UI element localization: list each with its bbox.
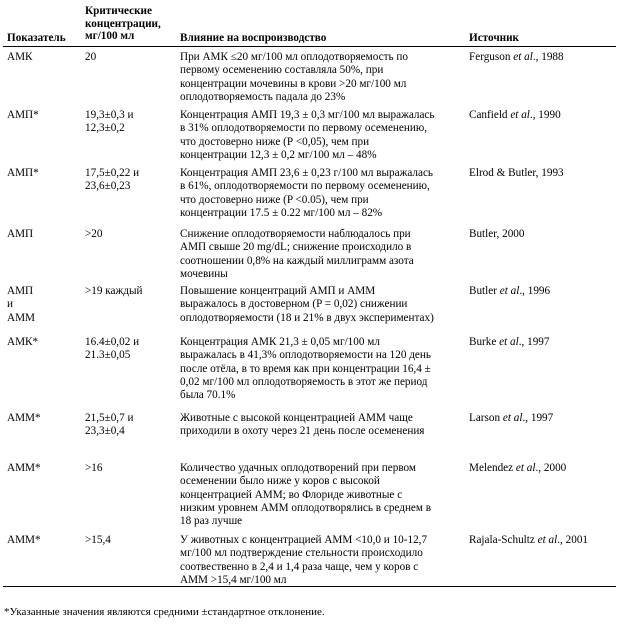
effect-cell-line: мочевины [180, 267, 228, 280]
table-header [3, 0, 616, 47]
indicator-cell-line: АММ* [7, 534, 41, 546]
effect-cell [180, 534, 464, 587]
indicator-cell [7, 109, 79, 122]
effect-cell-line: первому осеменению составляла 50%, при [180, 64, 384, 77]
effect-cell [180, 285, 464, 325]
effect-cell-line: Концентрация АМП 23,6 ± 0,23 г/100 мл выражалась [180, 167, 434, 179]
source-cell [469, 109, 615, 122]
header-concentration-line: мг/100 мл [85, 30, 135, 42]
footnote: *Указанные значения являются средними ±стандартное отклонение. [4, 606, 325, 618]
indicator-cell-line: АМП* [7, 167, 39, 179]
effect-cell-line: Количество удачных оплодотворений при первом [180, 462, 417, 474]
source-author: Melendez [469, 462, 516, 474]
concentration-cell-line: 16.4±0,02 и [85, 336, 140, 348]
indicator-cell [7, 412, 79, 425]
header-source: Источник [469, 32, 519, 44]
source-etal: et al [499, 336, 519, 348]
header-indicator: Показатель [7, 32, 66, 44]
concentration-cell [85, 228, 177, 241]
source-author: Canfield [469, 109, 511, 121]
source-author: Larson [469, 412, 503, 424]
effect-cell-line: после отёла, в то время как при концентрации 16,4 ± [180, 362, 431, 375]
effect-cell-line: что достоверно ниже (P <0.05), чем при [180, 193, 369, 206]
indicator-cell-line: АММ* [7, 412, 41, 424]
effect-cell-line: выражалось в достоверном (P = 0,02) снижении [180, 298, 408, 311]
effect-cell [180, 462, 464, 528]
source-cell [469, 462, 615, 475]
source-etal: et al [499, 285, 520, 297]
source-year: ., 1996 [519, 285, 551, 297]
effect-cell-line: мг/100 мл подтверждение стельности происходило [180, 547, 423, 560]
effect-cell [180, 336, 464, 402]
table-row [3, 105, 616, 163]
effect-cell-line: что достоверно ниже (Р <0,05), чем при [180, 135, 370, 148]
indicator-cell [7, 285, 79, 325]
indicator-cell [7, 228, 79, 241]
table-row [3, 224, 616, 281]
concentration-cell-line: 19,3±0,3 и [85, 109, 134, 121]
source-author: Elrod & Butler, 1993 [469, 167, 564, 179]
indicator-cell [7, 534, 79, 547]
table-body [3, 47, 616, 586]
effect-cell-line: концентрации 12,3 ± 0,2 мг/100 мл – 48% [180, 148, 377, 161]
indicator-cell-line: АМП [7, 228, 34, 240]
concentration-cell [85, 51, 177, 64]
effect-cell [180, 228, 464, 281]
concentration-cell-line: 17,5±0,22 и [85, 167, 140, 179]
source-cell [469, 412, 615, 425]
concentration-cell-line: 23,6±0,23 [85, 180, 131, 193]
concentration-cell-line: >19 каждый [85, 285, 143, 297]
effect-cell-line: концентрации 17.5 ± 0.22 мг/100 мл – 82% [180, 206, 383, 219]
effect-cell [180, 51, 464, 104]
effect-cell-line: 0,02 мг/100 мл оплодотворяемость в этот же период [180, 375, 428, 388]
source-etal: et al [537, 534, 558, 546]
table-row [3, 408, 616, 458]
effect-cell-line: в 61%, оплодотворяемости по первому осеменению, [180, 180, 430, 193]
effect-cell-line: Животные с высокой концентрацией АММ чаще [180, 412, 413, 424]
concentration-cell [85, 109, 177, 136]
effect-cell-line: Концентрация АМК 21,3 ± 0,05 мг/100 мл [180, 336, 380, 348]
source-year: ., 2000 [535, 462, 567, 474]
effect-cell-line: Повышение концентраций АМП и АММ [180, 285, 376, 297]
effect-cell-line: Снижение оплодотворяемости наблюдалось при [180, 228, 411, 240]
table-row [3, 163, 616, 224]
concentration-cell-line: >15,4 [85, 534, 111, 546]
concentration-cell-line: 23,3±0,4 [85, 425, 125, 438]
effect-cell-line: У животных с концентрацией АММ <10,0 и 10-12,7 [180, 534, 428, 546]
effect-cell-line: выражалась в 41,3% оплодотворяемости на 120 день [180, 349, 431, 362]
concentration-cell-line: 20 [85, 51, 97, 63]
concentration-cell-line: >16 [85, 462, 103, 474]
effect-cell [180, 412, 464, 439]
effect-cell-line: концентрацией АММ; во Флориде животные с [180, 488, 403, 501]
concentration-cell [85, 534, 177, 547]
source-year: ., 2001 [557, 534, 588, 546]
source-etal: et al [502, 412, 523, 424]
indicator-cell-line: АМП* [7, 109, 39, 121]
source-year: ., 1988 [532, 51, 564, 63]
table-row [3, 332, 616, 408]
effect-cell-line: была 70.1% [180, 389, 236, 402]
indicator-cell-line: АМП [7, 285, 34, 297]
effect-cell-line: АМП свыше 20 mg/dL; снижение происходило в [180, 241, 412, 254]
source-year: ., 1997 [518, 336, 550, 348]
effect-cell-line: осеменении было ниже у коров с высокой [180, 475, 380, 488]
source-etal: et al [515, 462, 536, 474]
effect-cell [180, 167, 464, 220]
source-cell [469, 285, 615, 298]
effect-cell-line: 18 раз лучше [180, 515, 243, 528]
concentration-cell [85, 285, 177, 298]
table-row [3, 458, 616, 530]
effect-cell-line: оплодотворяемости (18 и 21% в двух экспериментах) [180, 311, 434, 324]
concentration-cell-line: 12,3±0,2 [85, 122, 125, 135]
source-cell [469, 228, 615, 241]
source-author: Rajala-Schultz [469, 534, 538, 546]
concentration-cell-line: >20 [85, 228, 103, 240]
indicator-cell-line: и [7, 298, 13, 311]
source-author: Butler [469, 285, 500, 297]
indicator-cell [7, 336, 79, 349]
concentration-cell [85, 167, 177, 194]
effect-cell-line: АММ >15,4 мг/100 мл [180, 573, 287, 586]
header-concentration-line: концентрации, [85, 17, 161, 30]
effect-cell-line: низким уровнем АММ оплодотворялись в среднем в [180, 501, 432, 514]
indicator-cell-line: АММ [7, 311, 35, 324]
effect-cell-line: При АМК ≤20 мг/100 мл оплодотворяемость по [180, 51, 408, 63]
source-etal: et al [513, 51, 533, 63]
source-cell [469, 167, 615, 180]
concentration-cell [85, 462, 177, 475]
source-cell [469, 534, 615, 547]
effect-cell-line: концентрации мочевины в крови >20 мг/100 мл [180, 77, 407, 90]
effect-cell-line: соотношении 0,8% на каждый миллиграмм азота [180, 254, 414, 267]
indicator-cell [7, 167, 79, 180]
indicator-cell [7, 51, 79, 64]
effect-cell-line: приходили в охоту через 21 день после осеменения [180, 425, 425, 438]
table-row [3, 530, 616, 586]
table-row [3, 281, 616, 332]
effect-cell [180, 109, 464, 162]
source-author: Butler, 2000 [469, 228, 525, 240]
indicator-cell-line: АМК* [7, 336, 39, 348]
header-concentration [85, 5, 177, 43]
indicator-cell-line: АММ* [7, 462, 41, 474]
concentration-cell [85, 336, 177, 363]
effect-cell-line: Концентрация АМП 19,3 ± 0,3 мг/100 мл выражалась [180, 109, 435, 121]
indicator-cell-line: АМК [7, 51, 33, 63]
source-etal: et al [510, 109, 530, 121]
concentration-cell-line: 21.3±0,05 [85, 349, 131, 362]
data-table [3, 0, 616, 587]
concentration-cell [85, 412, 177, 439]
concentration-cell-line: 21,5±0,7 и [85, 412, 134, 424]
source-author: Ferguson [469, 51, 514, 63]
source-year: ., 1990 [529, 109, 561, 121]
source-year: ., 1997 [522, 412, 554, 424]
effect-cell-line: соотвественно в 2,4 и 1,4 раза чаще, чем у коров с [180, 560, 419, 573]
effect-cell-line: оплодотворяемость падала до 23% [180, 90, 346, 103]
table-row [3, 47, 616, 105]
source-author: Burke [469, 336, 500, 348]
indicator-cell [7, 462, 79, 475]
source-cell [469, 336, 615, 349]
header-effect: Влияние на воспроизводство [180, 32, 327, 44]
header-concentration-line: Критические [85, 5, 152, 17]
source-cell [469, 51, 615, 64]
effect-cell-line: в 31% оплодотворяемости по первому осеменению, [180, 122, 427, 135]
